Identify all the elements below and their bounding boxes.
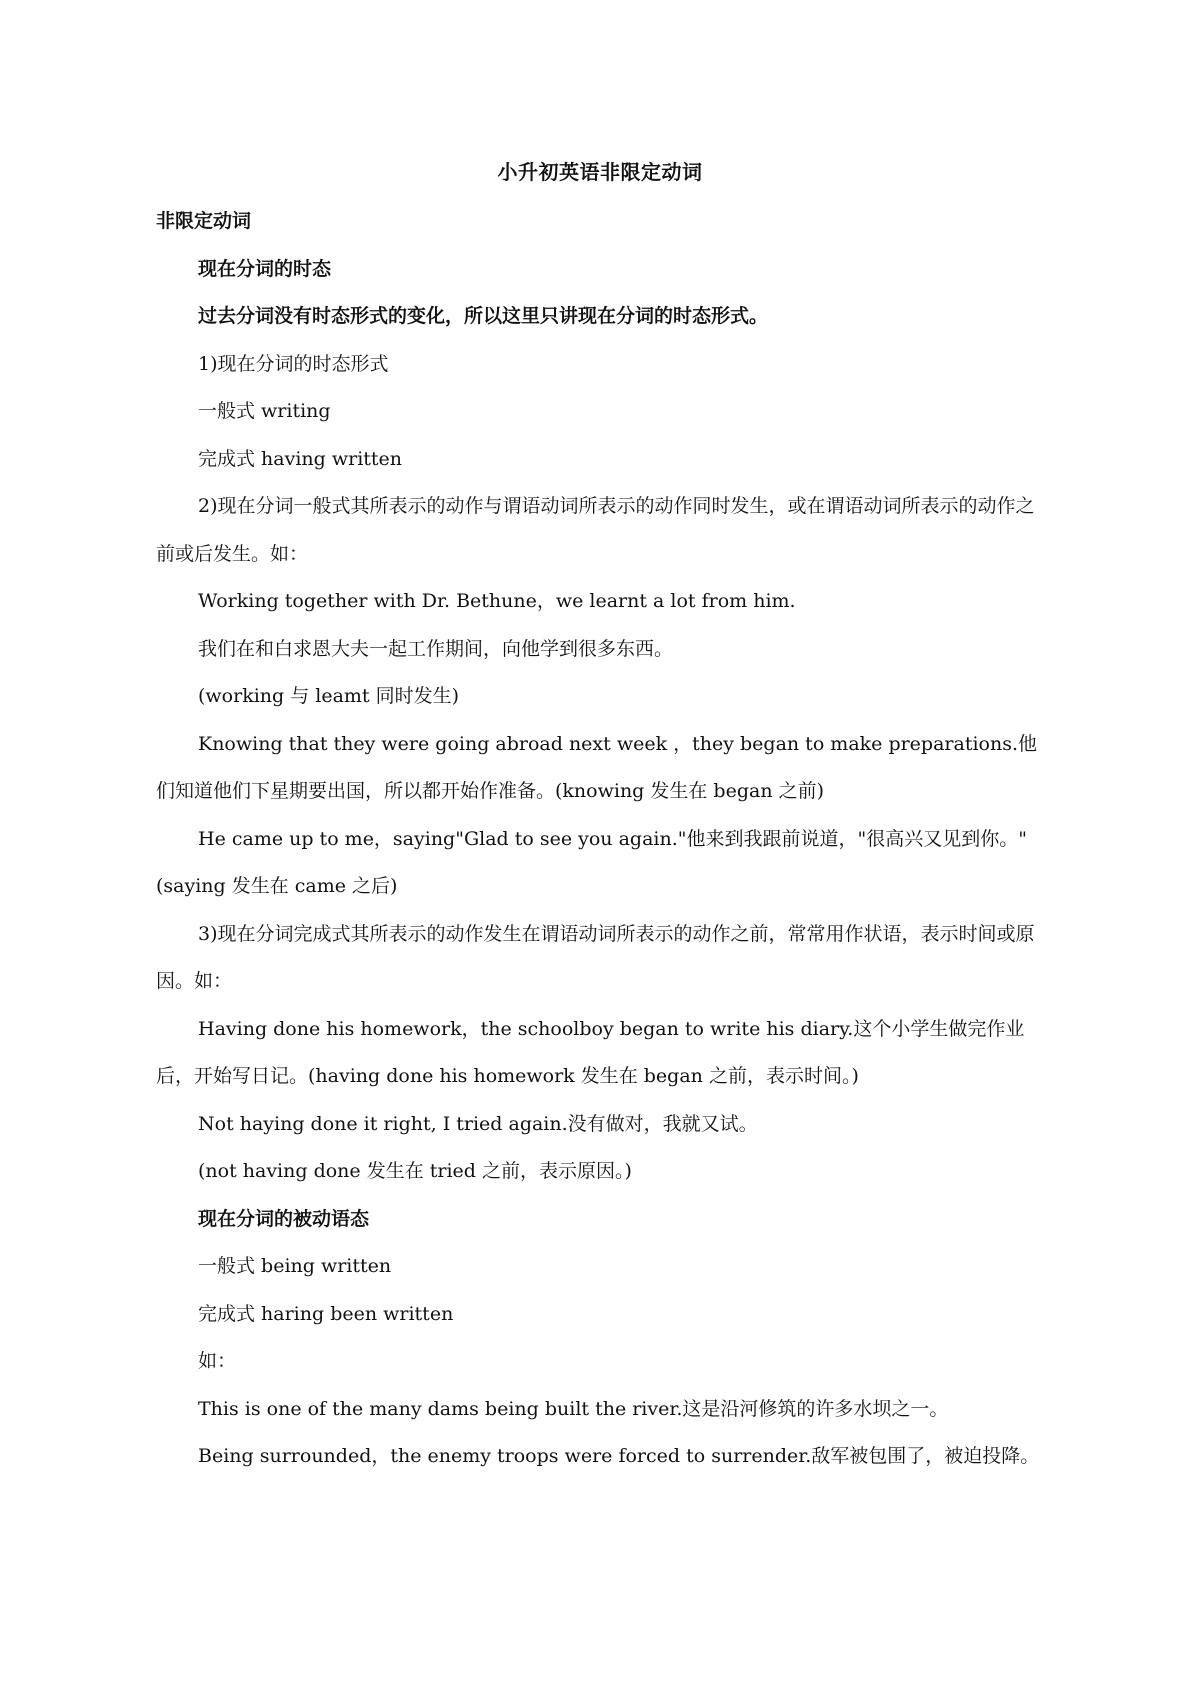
section-heading: 非限定动词 [156, 210, 252, 232]
example-sentence: Having done his homework，the schoolboy began to write his diary.这个小学生做完作业后，开始写日记。(having done his homework 发生在 began 之前，表示时间。) [156, 1017, 1025, 1087]
paragraph: 一般式 being written [198, 1255, 392, 1277]
document-body [156, 198, 1044, 1481]
example-sentence: Not haying done it right, I tried again.没有做对，我就又试。 [198, 1112, 758, 1135]
example-sentence: Working together with Dr. Bethune，we learnt a lot from him. [198, 590, 796, 612]
paragraph: 3)现在分词完成式其所表示的动作发生在谓语动词所表示的动作之前，常常用作状语，表示时间或原因。如： [156, 922, 1035, 992]
subsection-heading: 现在分词的被动语态 [198, 1207, 370, 1230]
example-sentence: He came up to me，saying"Glad to see you again."他来到我跟前说道，"很高兴又见到你。"(saying 发生在 came 之后) [156, 827, 1027, 897]
paragraph: 一般式 writing [198, 400, 331, 422]
subsection-heading: 现在分词的时态 [198, 257, 332, 280]
note: (working 与 leamt 同时发生) [198, 685, 460, 707]
example-sentence: Knowing that they were going abroad next week ，they began to make preparations.他们知道他们下星期要出国，所以都开始作准备。(knowing 发生在 began 之前) [156, 732, 1038, 802]
bold-note: 过去分词没有时态形式的变化，所以这里只讲现在分词的时态形式。 [198, 305, 769, 327]
paragraph: 完成式 having written [198, 447, 403, 470]
paragraph: 2)现在分词一般式其所表示的动作与谓语动词所表示的动作同时发生，或在谓语动词所表示的动作之前或后发生。如： [156, 495, 1035, 565]
paragraph: 完成式 haring been written [198, 1302, 454, 1325]
translation: 我们在和白求恩大夫一起工作期间，向他学到很多东西。 [198, 637, 674, 660]
example-sentence: Being surrounded，the enemy troops were forced to surrender.敌军被包围了，被迫投降。 [198, 1445, 1040, 1467]
paragraph: 如： [198, 1350, 237, 1372]
paragraph: 1)现在分词的时态形式 [198, 352, 389, 375]
example-sentence: This is one of the many dams being built the river.这是沿河修筑的许多水坝之一。 [198, 1397, 949, 1420]
document-title: 小升初英语非限定动词 [497, 160, 703, 184]
note: (not having done 发生在 tried 之前，表示原因。) [198, 1160, 632, 1182]
